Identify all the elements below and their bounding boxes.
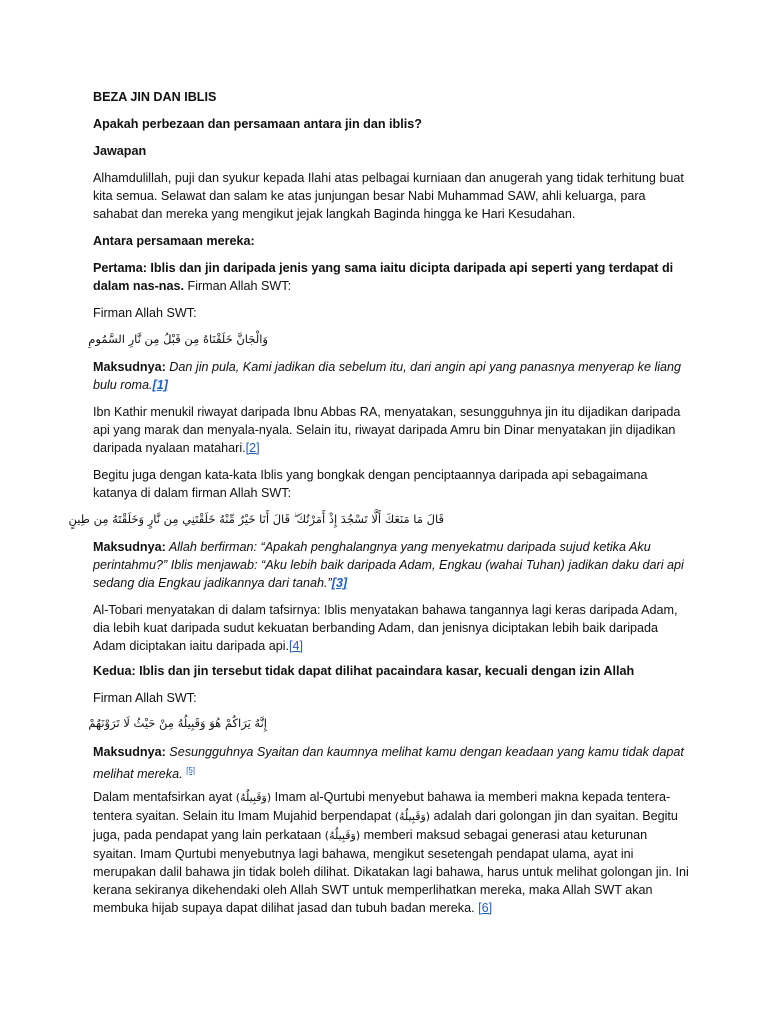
answer-heading: Jawapan — [93, 144, 147, 158]
firman-label-1: Firman Allah SWT: — [93, 306, 197, 320]
meaning-3 — [93, 743, 693, 783]
meaning-label: Maksudnya: — [93, 540, 166, 554]
tobari-paragraph — [93, 601, 693, 655]
footnote-link-4[interactable]: [4] — [289, 639, 304, 653]
tobari-text: Al-Tobari menyatakan di dalam tafsirnya: Iblis menyatakan bahawa tangannya lagi keras daripada Adam, dia lebih kuat daripada sudut kekuatan berbanding Adam, dan jenisnya diciptakan lebih baik daripada Adam diciptakan iaitu daripada api. — [93, 603, 678, 653]
meaning-1 — [93, 358, 693, 394]
intro-paragraph: Alhamdulillah, puji dan syukur kepada Ilahi atas pelbagai kurniaan dan anugerah yang tidak terhitung buat kita semua. Selawat dan salam ke atas junjungan besar Nabi Muhammad SAW, ahli keluarga, para sahabat dan mereka yang mengikut jejak langkah Baginda hingga ke Hari Kesudahan. — [93, 171, 684, 221]
qurtubi-paragraph — [93, 788, 693, 917]
arabic-word-qabiluhu: (وَقَبِيلُهُ) — [324, 829, 361, 842]
paragraph-text: Dalam mentafsirkan ayat — [93, 790, 236, 804]
meaning-label: Maksudnya: — [93, 360, 166, 374]
paragraph-text: adalah dari golongan jin dan syaitan. Begitu juga, pada pendapat yang lain perkataan — [93, 809, 678, 842]
footnote-link-5[interactable]: [5] — [186, 766, 195, 775]
ibn-kathir-text: Ibn Kathir menukil riwayat daripada Ibnu Abbas RA, menyatakan, sesungguhnya jin itu dijadikan daripada api yang marak dan menyala-nyala. Selain itu, riwayat daripada Amru bin Dinar menyatakan jin dijadikan daripada nyalaan matahari. — [93, 405, 681, 455]
footnote-link-3[interactable]: [3] — [331, 576, 348, 590]
paragraph-text: memberi maksud sebagai generasi atau keturunan syaitan. Imam Qurtubi menyebutnya lagi bahawa, mengikut sesetengah pendapat ulama, ayat ini merupakan dalil bahawa jin tidak boleh dilihat. Dikatakan lagi bahawa, harus untuk melihat golongan jin. Ini kerana sekiranya dikehendaki oleh Allah SWT untuk memperlihatkan mereka, maka Allah SWT akan membuka hijab supaya dapat dilihat jasad dan tubuh badan mereka. — [93, 828, 689, 915]
footnote-link-2[interactable]: [2] — [245, 441, 260, 455]
footnote-link-1[interactable]: [1] — [152, 378, 168, 392]
first-point-paragraph — [93, 259, 693, 295]
similarities-heading: Antara persamaan mereka: — [93, 234, 255, 248]
iblis-intro-paragraph: Begitu juga dengan kata-kata Iblis yang bongkak dengan penciptaannya daripada api sebagaimana katanya di dalam firman Allah SWT: — [93, 468, 648, 500]
first-point-heading: Pertama: Iblis dan jin daripada jenis yang sama iaitu dicipta daripada api seperti yang terdapat di dalam nas-nas. — [93, 261, 674, 293]
document-page: BEZA JIN DAN IBLIS Apakah perbezaan dan persamaan antara jin dan iblis? Jawapan Alhamdulillah, puji dan syukur kepada Ilahi atas pelbagai kurniaan dan anugerah yang tidak terhitung buat kita semua. Selawat dan salam ke atas junjungan besar Nabi Muhammad SAW, ahli keluarga, para sahabat dan mereka yang mengikut jejak langkah Baginda hingga ke Hari Kesudahan. Antara persamaan mereka: Pertama: Iblis dan jin daripada jenis yang sama iaitu dicipta daripada api seperti yang terdapat di dalam nas-nas. Firman Allah SWT: Firman Allah SWT: وَالْجَانَّ خَلَقْنَاهُ مِن قَبْلُ مِن نَّارِ السَّمُومِ Maksudnya: Dan jin pula, Kami jadikan dia sebelum itu, dari angin api yang panasnya menyerap ke liang bulu roma.[1] Ibn Kathir menukil riwayat daripada Ibnu Abbas RA, menyatakan, sesungguhnya jin itu dijadikan daripada api yang marak dan menyala-nyala. Selain itu, riwayat daripada Amru bin Dinar menyatakan jin dijadikan daripada nyalaan matahari.[2] Begitu juga dengan kata-kata Iblis yang bongkak dengan penciptaannya daripada api sebagaimana katanya di dalam firman Allah SWT: قَالَ مَا مَنَعَكَ أَلَّا تَسْجُدَ إِذْ أَمَرْتُكَ ۖ قَالَ أَنَا خَيْرٌ مِّنْهُ خَلَقْتَنِي مِن نَّارٍ وَخَلَقْتَهُ مِن طِينٍ Maksudnya: Allah berfirman: “Apakah penghalangnya yang menyekatmu daripada sujud ketika Aku perintahmu?” Iblis menjawab: “Aku lebih baik daripada Adam, Engkau (wahai Tuhan) jadikan daku dari api sedang dia Engkau jadikannya dari tanah.”[3] Al-Tobari menyatakan di dalam tafsirnya: Iblis menyatakan bahawa tangannya lagi keras daripada Adam, dia lebih kuat daripada sudut kekuatan berbanding Adam, dan jenisnya diciptakan lebih baik daripada Adam diciptakan iaitu daripada api.[4] Kedua: Iblis dan jin tersebut tidak dapat dilihat pacaindara kasar, kecuali dengan izin Allah Firman Allah SWT: إِنَّهُ يَرَاكُمْ هُوَ وَقَبِيلُهُ مِنْ حَيْثُ لَا تَرَوْنَهُمْ Maksudnya: Sesungguhnya Syaitan dan kaumnya melihat kamu dengan keadaan yang kamu tidak dapat melihat mereka. [5] Dalam mentafsirkan ayat (وَقَبِيلُهُ) Imam al-Qurtubi menyebut bahawa ia memberi makna kepada tentera-tentera syaitan. Selain itu Imam Mujahid berpendapat (وَقَبِيلُهُ) adalah dari golongan jin dan syaitan. Begitu juga, pada pendapat yang lain perkataan (وَقَبِيلُهُ) memberi maksud sebagai generasi atau keturunan syaitan. Imam Qurtubi menyebutnya lagi bahawa, mengikut sesetengah pendapat ulama, ayat ini merupakan dalil bahawa jin tidak boleh dilihat. Dikatakan lagi bahawa, harus untuk melihat golongan jin. Ini kerana sekiranya dikehendaki oleh Allah SWT untuk memperlihatkan mereka, maka Allah SWT akan membuka hijab supaya dapat dilihat jasad dan tubuh badan mereka. [6] — [0, 0, 768, 1024]
meaning-text: Sesungguhnya Syaitan dan kaumnya melihat kamu dengan keadaan yang kamu tidak dapat melihat mereka. — [93, 745, 684, 782]
ibn-kathir-paragraph — [93, 403, 693, 457]
document-title: BEZA JIN DAN IBLIS — [93, 90, 217, 104]
question: Apakah perbezaan dan persamaan antara jin dan iblis? — [93, 117, 422, 131]
first-point-tail: Firman Allah SWT: — [184, 279, 292, 293]
arabic-word-qabiluhu: (وَقَبِيلُهُ) — [235, 791, 272, 804]
paragraph-text: Imam al-Qurtubi menyebut bahawa ia memberi makna kepada tentera-tentera syaitan. Selain itu Imam Mujahid berpendapat — [93, 790, 671, 823]
second-point-heading: Kedua: Iblis dan jin tersebut tidak dapat dilihat pacaindara kasar, kecuali dengan izin Allah — [93, 664, 635, 678]
meaning-2 — [93, 538, 693, 592]
firman-label-2: Firman Allah SWT: — [93, 691, 197, 705]
footnote-link-6[interactable]: [6] — [478, 901, 493, 915]
meaning-text: Dan jin pula, Kami jadikan dia sebelum itu, dari angin api yang panasnya menyerap ke liang bulu roma. — [93, 360, 682, 392]
meaning-text: Allah berfirman: “Apakah penghalangnya yang menyekatmu daripada sujud ketika Aku perintahmu?” Iblis menjawab: “Aku lebih baik daripada Adam, Engkau (wahai Tuhan) jadikan daku dari api sedang dia Engkau jadikannya dari tanah.” — [93, 540, 684, 590]
arabic-word-qabiluhu: (وَقَبِيلُهُ) — [394, 810, 431, 823]
meaning-label: Maksudnya: — [93, 745, 166, 759]
